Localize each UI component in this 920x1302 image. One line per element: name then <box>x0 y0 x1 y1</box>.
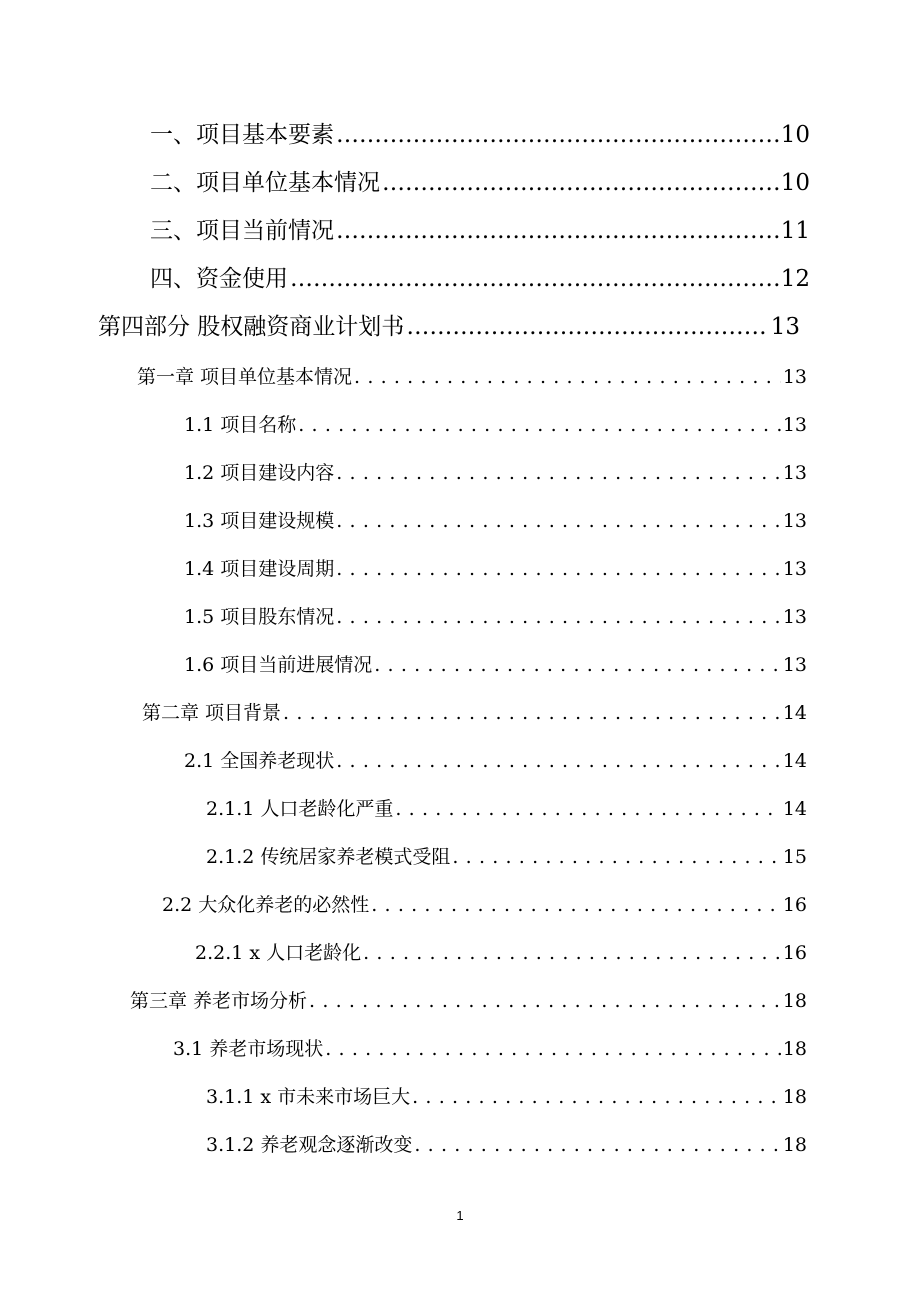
toc-entry-page: 13 <box>770 314 800 340</box>
toc-entry-page: 13 <box>782 558 807 580</box>
page-number: 1 <box>456 1208 464 1223</box>
toc-entry[interactable] <box>150 218 810 246</box>
toc-leader-dots <box>298 414 781 437</box>
toc-leader-dots <box>283 702 781 725</box>
toc-entry-label: 3.1.1 x 市未来市场巨大 <box>206 1086 411 1108</box>
toc-entry-label: 第二章 项目背景 <box>142 702 282 724</box>
toc-leader-dots <box>406 314 768 342</box>
toc-entry-page: 13 <box>782 654 807 676</box>
toc-entry-label: 1.1 项目名称 <box>184 414 297 436</box>
toc-entry[interactable] <box>206 1134 807 1157</box>
toc-entry[interactable] <box>137 366 807 389</box>
toc-entry-label: 一、项目基本要素 <box>150 122 334 148</box>
toc-entry-label: 1.4 项目建设周期 <box>184 558 335 580</box>
toc-entry[interactable] <box>184 750 807 773</box>
toc-entry[interactable] <box>195 942 807 965</box>
toc-leader-dots <box>354 366 781 389</box>
toc-entry-label: 2.1 全国养老现状 <box>184 750 335 772</box>
toc-leader-dots <box>452 846 780 869</box>
toc-entry-page: 13 <box>782 462 807 484</box>
toc-entry[interactable] <box>98 314 800 342</box>
toc-entry-page: 10 <box>780 122 810 148</box>
toc-entry[interactable] <box>162 894 807 917</box>
toc-entry-label: 二、项目单位基本情况 <box>150 170 380 196</box>
toc-entry-page: 13 <box>782 414 807 436</box>
toc-entry[interactable] <box>184 558 807 581</box>
toc-entry-page: 14 <box>782 750 807 772</box>
toc-entry-page: 18 <box>782 1086 807 1108</box>
toc-entry-label: 四、资金使用 <box>150 266 288 292</box>
toc-entry-page: 18 <box>782 1038 807 1060</box>
toc-entry-label: 3.1 养老市场现状 <box>173 1038 324 1060</box>
toc-entry[interactable] <box>184 462 807 485</box>
toc-entry-label: 第四部分 股权融资商业计划书 <box>98 314 405 340</box>
toc-leader-dots <box>414 1134 780 1157</box>
toc-leader-dots <box>309 990 781 1013</box>
toc-leader-dots <box>363 942 781 965</box>
toc-entry-page: 13 <box>782 606 807 628</box>
toc-entry-page: 14 <box>782 702 807 724</box>
toc-entry-label: 2.1.2 传统居家养老模式受阻 <box>206 846 451 868</box>
toc-entry-label: 1.6 项目当前进展情况 <box>184 654 373 676</box>
toc-entry[interactable] <box>184 414 807 437</box>
toc-leader-dots <box>374 654 781 677</box>
toc-leader-dots <box>336 462 781 485</box>
toc-entry-page: 16 <box>782 894 807 916</box>
toc-entry-label: 第三章 养老市场分析 <box>130 990 308 1012</box>
toc-entry-page: 13 <box>782 510 807 532</box>
toc-leader-dots <box>336 750 781 773</box>
toc-leader-dots <box>382 170 779 198</box>
toc-entry[interactable] <box>184 510 807 533</box>
toc-entry[interactable] <box>150 170 810 198</box>
toc-entry-page: 12 <box>780 266 810 292</box>
toc-entry[interactable] <box>150 122 810 150</box>
toc-entry-label: 2.1.1 人口老龄化严重 <box>206 798 394 820</box>
toc-entry-label: 1.5 项目股东情况 <box>184 606 335 628</box>
toc-leader-dots <box>336 218 779 246</box>
toc-entry[interactable] <box>150 266 810 294</box>
toc-leader-dots <box>371 894 781 917</box>
toc-leader-dots <box>336 558 781 581</box>
toc-entry-page: 15 <box>782 846 807 868</box>
toc-entry-page: 13 <box>782 366 807 388</box>
toc-leader-dots <box>290 266 779 294</box>
toc-entry-page: 18 <box>782 1134 807 1156</box>
toc-entry-label: 第一章 项目单位基本情况 <box>137 366 353 388</box>
toc-entry-page: 14 <box>782 798 807 820</box>
toc-entry[interactable] <box>206 798 807 821</box>
toc-entry-page: 18 <box>782 990 807 1012</box>
toc-entry-page: 16 <box>782 942 807 964</box>
toc-entry[interactable] <box>173 1038 807 1061</box>
toc-entry-page: 10 <box>780 170 810 196</box>
toc-entry[interactable] <box>142 702 807 725</box>
toc-entry[interactable] <box>184 654 807 677</box>
toc-entry-label: 1.2 项目建设内容 <box>184 462 335 484</box>
toc-entry-label: 2.2.1 x 人口老龄化 <box>195 942 362 964</box>
toc-entry[interactable] <box>184 606 807 629</box>
toc-entry-label: 2.2 大众化养老的必然性 <box>162 894 370 916</box>
toc-entry-label: 三、项目当前情况 <box>150 218 334 244</box>
toc-leader-dots <box>325 1038 781 1061</box>
toc-leader-dots <box>336 122 779 150</box>
toc-leader-dots <box>412 1086 781 1109</box>
toc-entry[interactable] <box>130 990 807 1013</box>
toc-entry[interactable] <box>206 1086 807 1109</box>
toc-entry-page: 11 <box>780 218 810 244</box>
toc-entry-label: 3.1.2 养老观念逐渐改变 <box>206 1134 413 1156</box>
toc-leader-dots <box>336 510 781 533</box>
toc-leader-dots <box>395 798 780 821</box>
toc-entry[interactable] <box>206 846 807 869</box>
toc-entry-label: 1.3 项目建设规模 <box>184 510 335 532</box>
toc-leader-dots <box>336 606 781 629</box>
